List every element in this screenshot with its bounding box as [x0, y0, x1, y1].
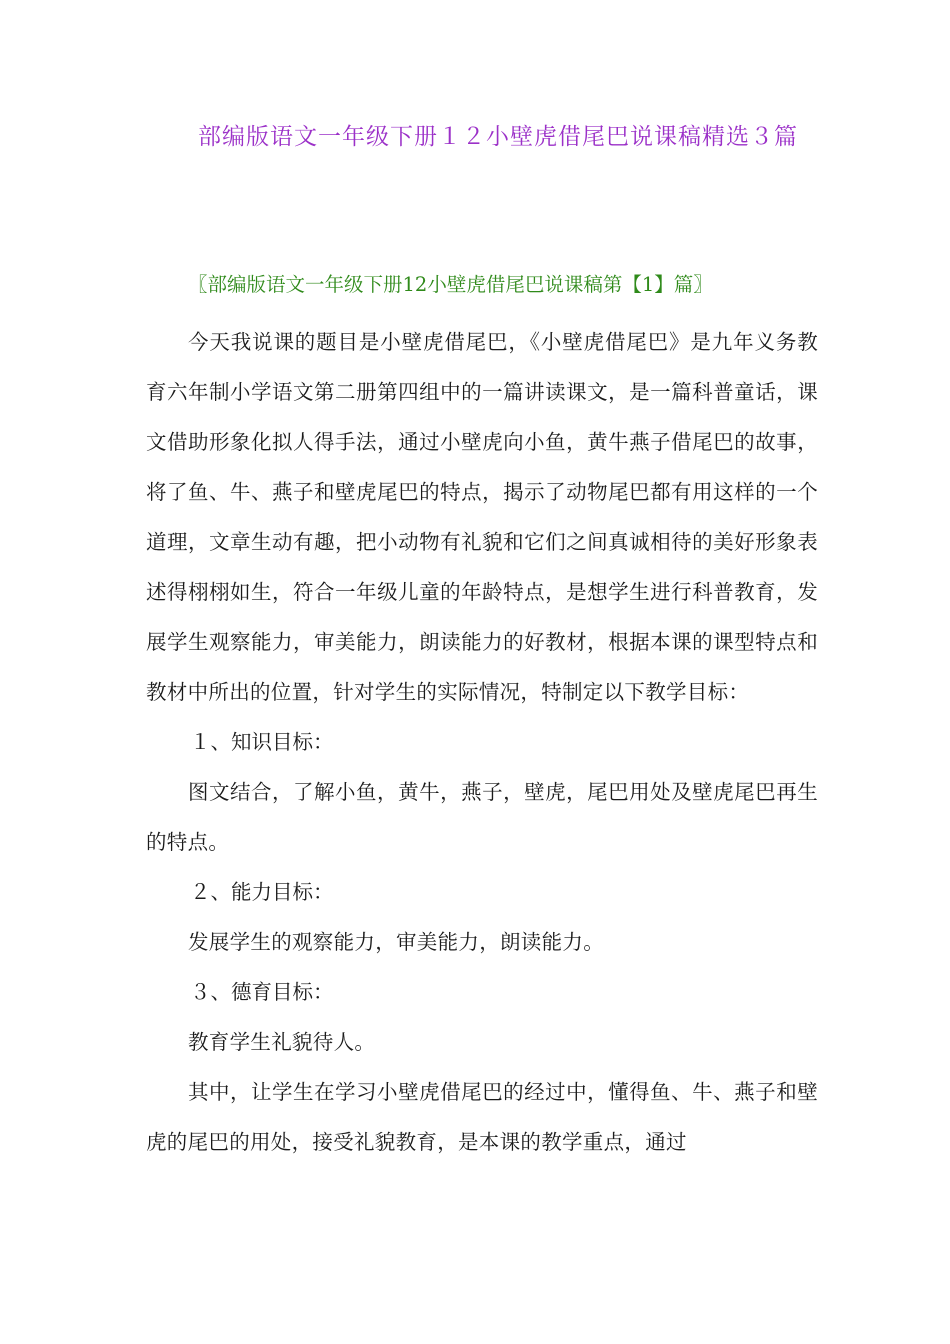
intro-paragraph: 今天我说课的题目是小壁虎借尾巴，《小壁虎借尾巴》是九年义务教育六年制小学语文第二册第四组中的一篇讲读课文，是一篇科普童话，课文借助形象化拟人得手法，通过小壁虎向小鱼，黄牛燕子借尾巴的故事，将了鱼、牛、燕子和壁虎尾巴的特点，揭示了动物尾巴都有用这样的一个道理，文章生动有趣，把小动物有礼貌和它们之间真诚相待的美好形象表述得栩栩如生，符合一年级儿童的年龄特点，是想学生进行科普教育，发展学生观察能力，审美能力，朗读能力的好教材，根据本课的课型特点和教材中所出的位置，针对学生的实际情况，特制定以下教学目标： [146, 330, 818, 704]
goal-1-text: 图文结合，了解小鱼，黄牛，燕子，壁虎，尾巴用处及壁虎尾巴再生的特点。 [146, 780, 818, 854]
goal-3-text: 教育学生礼貌待人。 [188, 1030, 376, 1054]
goal-3-heading: ３、德育目标： [190, 980, 334, 1004]
section-heading: 〖部编版语文一年级下册12小壁虎借尾巴说课稿第【1】篇〗 [188, 273, 713, 296]
document-title: 部编版语文一年级下册１２小壁虎借尾巴说课稿精选３篇 [198, 124, 798, 150]
focus-paragraph: 其中，让学生在学习小壁虎借尾巴的经过中，懂得鱼、牛、燕子和壁虎的尾巴的用处，接受礼貌教育，是本课的教学重点，通过 [146, 1080, 818, 1154]
goal-1-heading: １、知识目标： [190, 730, 334, 754]
goal-2-text: 发展学生的观察能力，审美能力，朗读能力。 [188, 930, 604, 954]
goal-2-heading: ２、能力目标： [190, 880, 334, 904]
document-body [146, 317, 818, 1167]
